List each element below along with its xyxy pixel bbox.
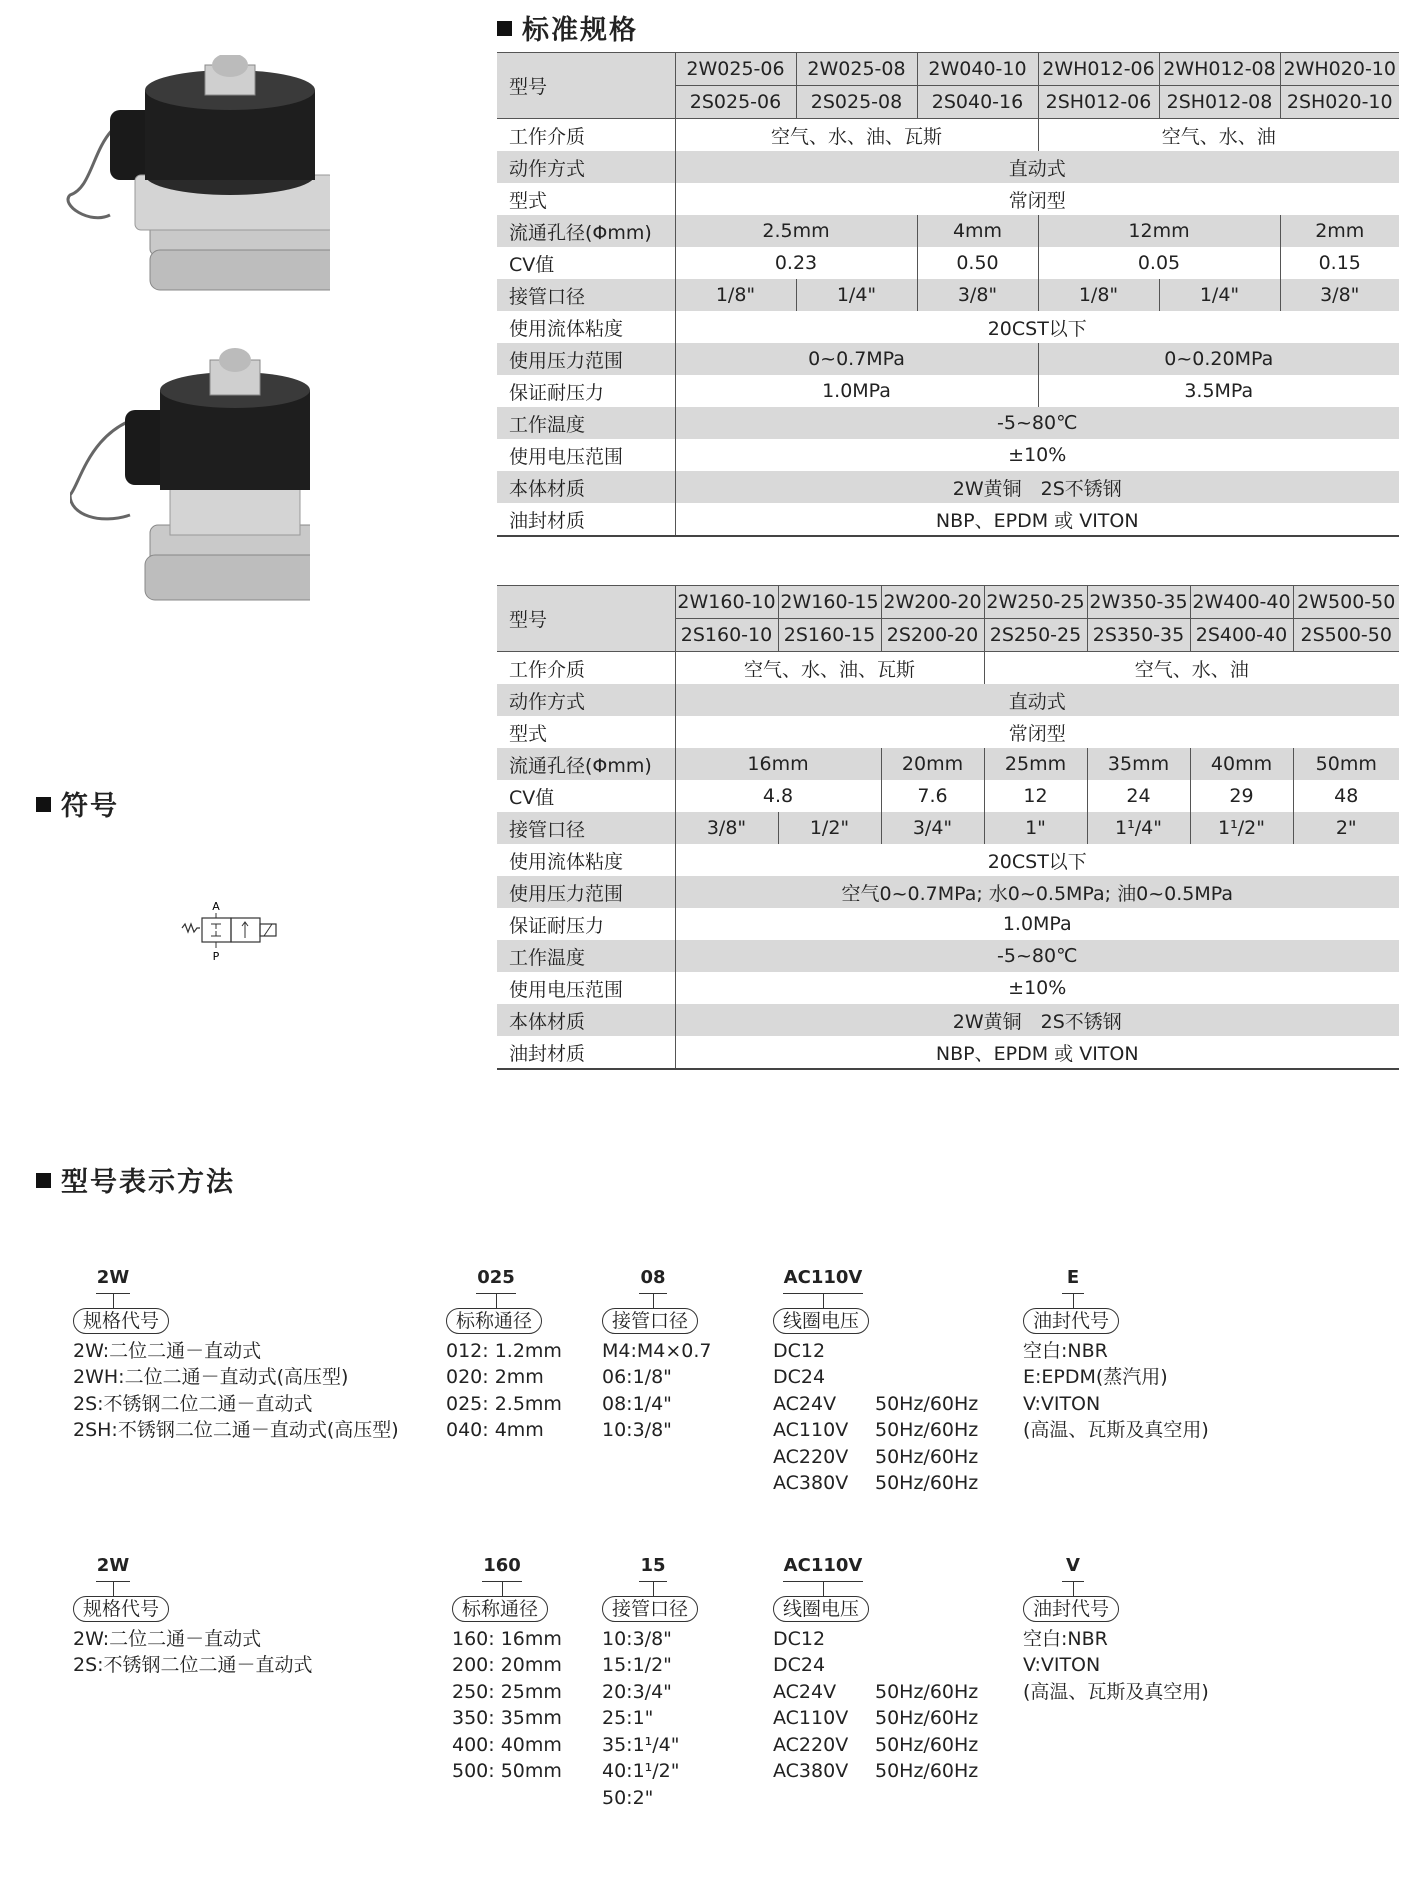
code-value: 025 <box>477 1267 515 1288</box>
code-line: (高温、瓦斯及真空用) <box>1023 1419 1209 1441</box>
model-cell: 2W025-08 <box>796 53 917 86</box>
code-title: 接管口径 <box>602 1308 698 1334</box>
code-line: E:EPDM(蒸汽用) <box>1023 1366 1168 1388</box>
symbol-section-title: 符号 <box>36 784 119 823</box>
code-line: 15:1/2" <box>602 1654 672 1676</box>
code-line: AC110V 50Hz/60Hz <box>773 1707 979 1729</box>
code-title: 规格代号 <box>73 1596 169 1622</box>
code-line: 500: 50mm <box>452 1760 562 1782</box>
model-cell: 2SH012-08 <box>1159 86 1280 119</box>
model-cell: 2W025-06 <box>675 53 796 86</box>
code-line: 40:1¹/2" <box>602 1760 680 1782</box>
code2-spec-column <box>73 1553 433 1679</box>
code-line: DC24 <box>773 1654 826 1676</box>
square-bullet-icon <box>36 797 51 812</box>
solenoid-valve-image-bottom <box>70 345 310 605</box>
code-line: 08:1/4" <box>602 1392 672 1415</box>
model-cell: 2S160-10 <box>675 619 778 652</box>
code-line: 35:1¹/4" <box>602 1733 680 1756</box>
code-line: DC12 <box>773 1339 826 1362</box>
table-row: 使用流体粘度 20CST以下 <box>497 311 1399 343</box>
table-row: 工作介质 空气、水、油、瓦斯 空气、水、油 <box>497 652 1399 685</box>
code1-seal-column <box>1023 1265 1273 1444</box>
table-row: CV值 4.8 7.6 12 24 29 48 <box>497 780 1399 812</box>
model-cell: 2W500-50 <box>1293 586 1399 619</box>
code-line: V:VITON <box>1023 1392 1101 1415</box>
valve-symbol-diagram <box>180 900 300 960</box>
code-line: 250: 25mm <box>452 1680 562 1703</box>
solenoid-valve-image-top <box>50 55 330 300</box>
code-title: 线圈电压 <box>773 1596 869 1622</box>
code2-seal-column <box>1023 1553 1273 1705</box>
spec-table-2 <box>497 585 1399 1070</box>
table-row: 保证耐压力 1.0MPa 3.5MPa <box>497 375 1399 407</box>
model-cell: 2WH012-08 <box>1159 53 1280 86</box>
code-line: M4:M4×0.7 <box>602 1339 712 1362</box>
model-cell: 2S160-15 <box>778 619 881 652</box>
model-cell: 2WH012-06 <box>1038 53 1159 86</box>
code-line: 160: 16mm <box>452 1627 562 1650</box>
table-row: 使用流体粘度 20CST以下 <box>497 844 1399 876</box>
code1-spec-column <box>73 1265 433 1444</box>
model-cell: 2WH020-10 <box>1280 53 1399 86</box>
model-cell: 2S500-50 <box>1293 619 1399 652</box>
model-cell: 2S040-16 <box>917 86 1038 119</box>
code-title: 标称通径 <box>452 1596 548 1622</box>
table-row: 使用压力范围 空气0~0.7MPa; 水0~0.5MPa; 油0~0.5MPa <box>497 876 1399 908</box>
table-row: 接管口径 3/8" 1/2" 3/4" 1" 1¹/4" 1¹/2" 2" <box>497 812 1399 844</box>
model-cell: 2W160-15 <box>778 586 881 619</box>
code-line: 50:2" <box>602 1786 654 1809</box>
model-cell: 2S200-20 <box>881 619 984 652</box>
model-cell: 2W350-35 <box>1087 586 1190 619</box>
port-a-label: A <box>212 900 220 913</box>
code1-port-column <box>602 1265 742 1444</box>
code-line: 10:3/8" <box>602 1419 672 1441</box>
code-line: AC220V 50Hz/60Hz <box>773 1445 979 1468</box>
table-row: 油封材质 NBP、EPDM 或 VITON <box>497 1036 1399 1069</box>
code-line: AC220V 50Hz/60Hz <box>773 1733 979 1756</box>
code-line: 2W:二位二通－直动式 <box>73 1339 262 1362</box>
code-line: DC24 <box>773 1366 826 1388</box>
code-line: 025: 2.5mm <box>446 1392 562 1415</box>
table-row: 油封材质 NBP、EPDM 或 VITON <box>497 503 1399 536</box>
code-title: 接管口径 <box>602 1596 698 1622</box>
code-line: 空白:NBR <box>1023 1339 1108 1362</box>
code-line: 350: 35mm <box>452 1707 562 1729</box>
code-line: 2WH:二位二通－直动式(高压型) <box>73 1366 349 1388</box>
code-line: 20:3/4" <box>602 1680 672 1703</box>
model-label: 型号 <box>497 586 675 652</box>
code1-coil-column <box>773 1265 1013 1497</box>
model-cell: 2W400-40 <box>1190 586 1293 619</box>
table-row: 使用压力范围 0~0.7MPa 0~0.20MPa <box>497 343 1399 375</box>
code-line: (高温、瓦斯及真空用) <box>1023 1680 1209 1703</box>
code-line: 25:1" <box>602 1707 654 1729</box>
model-section-title: 型号表示方法 <box>36 1160 235 1199</box>
code-line: 06:1/8" <box>602 1366 672 1388</box>
table-row: 流通孔径(Φmm) 2.5mm 4mm 12mm 2mm <box>497 215 1399 247</box>
model-cell: 2W250-25 <box>984 586 1087 619</box>
code-line: AC380V 50Hz/60Hz <box>773 1472 979 1494</box>
table-row: 流通孔径(Φmm) 16mm 20mm 25mm 35mm 40mm 50mm <box>497 748 1399 780</box>
model-cell: 2SH020-10 <box>1280 86 1399 119</box>
code-value: 08 <box>640 1267 666 1288</box>
table-row: 使用电压范围 ±10% <box>497 439 1399 471</box>
table-row: 工作温度 -5~80℃ <box>497 940 1399 972</box>
code-line: 空白:NBR <box>1023 1627 1108 1650</box>
code-line: V:VITON <box>1023 1654 1101 1676</box>
code-value: V <box>1066 1555 1080 1576</box>
spec-section-title: 标准规格 <box>497 8 638 47</box>
model-cell: 2W040-10 <box>917 53 1038 86</box>
code-line: 012: 1.2mm <box>446 1339 562 1362</box>
model-cell: 2W160-10 <box>675 586 778 619</box>
code-line: AC110V 50Hz/60Hz <box>773 1419 979 1441</box>
code-line: AC24V 50Hz/60Hz <box>773 1680 979 1703</box>
table-row: 型式 常闭型 <box>497 183 1399 215</box>
model-cell: 2S025-08 <box>796 86 917 119</box>
code-line: 200: 20mm <box>452 1654 562 1676</box>
port-p-label: P <box>212 950 220 960</box>
code-value: AC110V <box>783 1267 863 1288</box>
model-row-top <box>497 586 1399 619</box>
code-line: 2S:不锈钢二位二通－直动式 <box>73 1654 313 1676</box>
code-title: 油封代号 <box>1023 1596 1119 1622</box>
table-row: 型式 常闭型 <box>497 716 1399 748</box>
code-line: 2SH:不锈钢二位二通－直动式(高压型) <box>73 1419 399 1441</box>
code-title: 标称通径 <box>446 1308 542 1334</box>
table-row: 使用电压范围 ±10% <box>497 972 1399 1004</box>
code-line: 020: 2mm <box>446 1366 544 1388</box>
spec-table-1 <box>497 52 1399 537</box>
model-row-top <box>497 53 1399 86</box>
model-cell: 2S400-40 <box>1190 619 1293 652</box>
code-line: AC380V 50Hz/60Hz <box>773 1760 979 1782</box>
model-label: 型号 <box>497 53 675 119</box>
code2-size-column <box>452 1553 592 1785</box>
code-line: 400: 40mm <box>452 1733 562 1756</box>
table-row: CV值 0.23 0.50 0.05 0.15 <box>497 247 1399 279</box>
code-line: 2S:不锈钢二位二通－直动式 <box>73 1392 313 1415</box>
table-row: 保证耐压力 1.0MPa <box>497 908 1399 940</box>
code-title: 规格代号 <box>73 1308 169 1334</box>
code-title: 油封代号 <box>1023 1308 1119 1334</box>
table-row: 接管口径 1/8" 1/4" 3/8" 1/8" 1/4" 3/8" <box>497 279 1399 311</box>
model-cell: 2S250-25 <box>984 619 1087 652</box>
code2-coil-column <box>773 1553 1013 1785</box>
code-line: 040: 4mm <box>446 1419 544 1441</box>
table-row: 动作方式 直动式 <box>497 151 1399 183</box>
square-bullet-icon <box>497 21 512 36</box>
code-value: 160 <box>483 1555 521 1576</box>
table-row: 工作介质 空气、水、油、瓦斯 空气、水、油 <box>497 119 1399 152</box>
code1-size-column <box>446 1265 586 1444</box>
square-bullet-icon <box>36 1173 51 1188</box>
table-row: 工作温度 -5~80℃ <box>497 407 1399 439</box>
code-line: 10:3/8" <box>602 1627 672 1650</box>
table-row: 动作方式 直动式 <box>497 684 1399 716</box>
model-cell: 2W200-20 <box>881 586 984 619</box>
table-row: 本体材质 2W黄铜 2S不锈钢 <box>497 1004 1399 1036</box>
model-cell: 2SH012-06 <box>1038 86 1159 119</box>
model-cell: 2S350-35 <box>1087 619 1190 652</box>
code-line: DC12 <box>773 1627 826 1650</box>
code-value: 2W <box>96 1555 130 1576</box>
code-value: 15 <box>640 1555 666 1576</box>
model-cell: 2S025-06 <box>675 86 796 119</box>
code-line: 2W:二位二通－直动式 <box>73 1627 262 1650</box>
code2-port-column <box>602 1553 742 1811</box>
code-value: E <box>1066 1267 1080 1288</box>
code-line: AC24V 50Hz/60Hz <box>773 1392 979 1415</box>
code-title: 线圈电压 <box>773 1308 869 1334</box>
code-value: AC110V <box>783 1555 863 1576</box>
code-value: 2W <box>96 1267 130 1288</box>
table-row: 本体材质 2W黄铜 2S不锈钢 <box>497 471 1399 503</box>
